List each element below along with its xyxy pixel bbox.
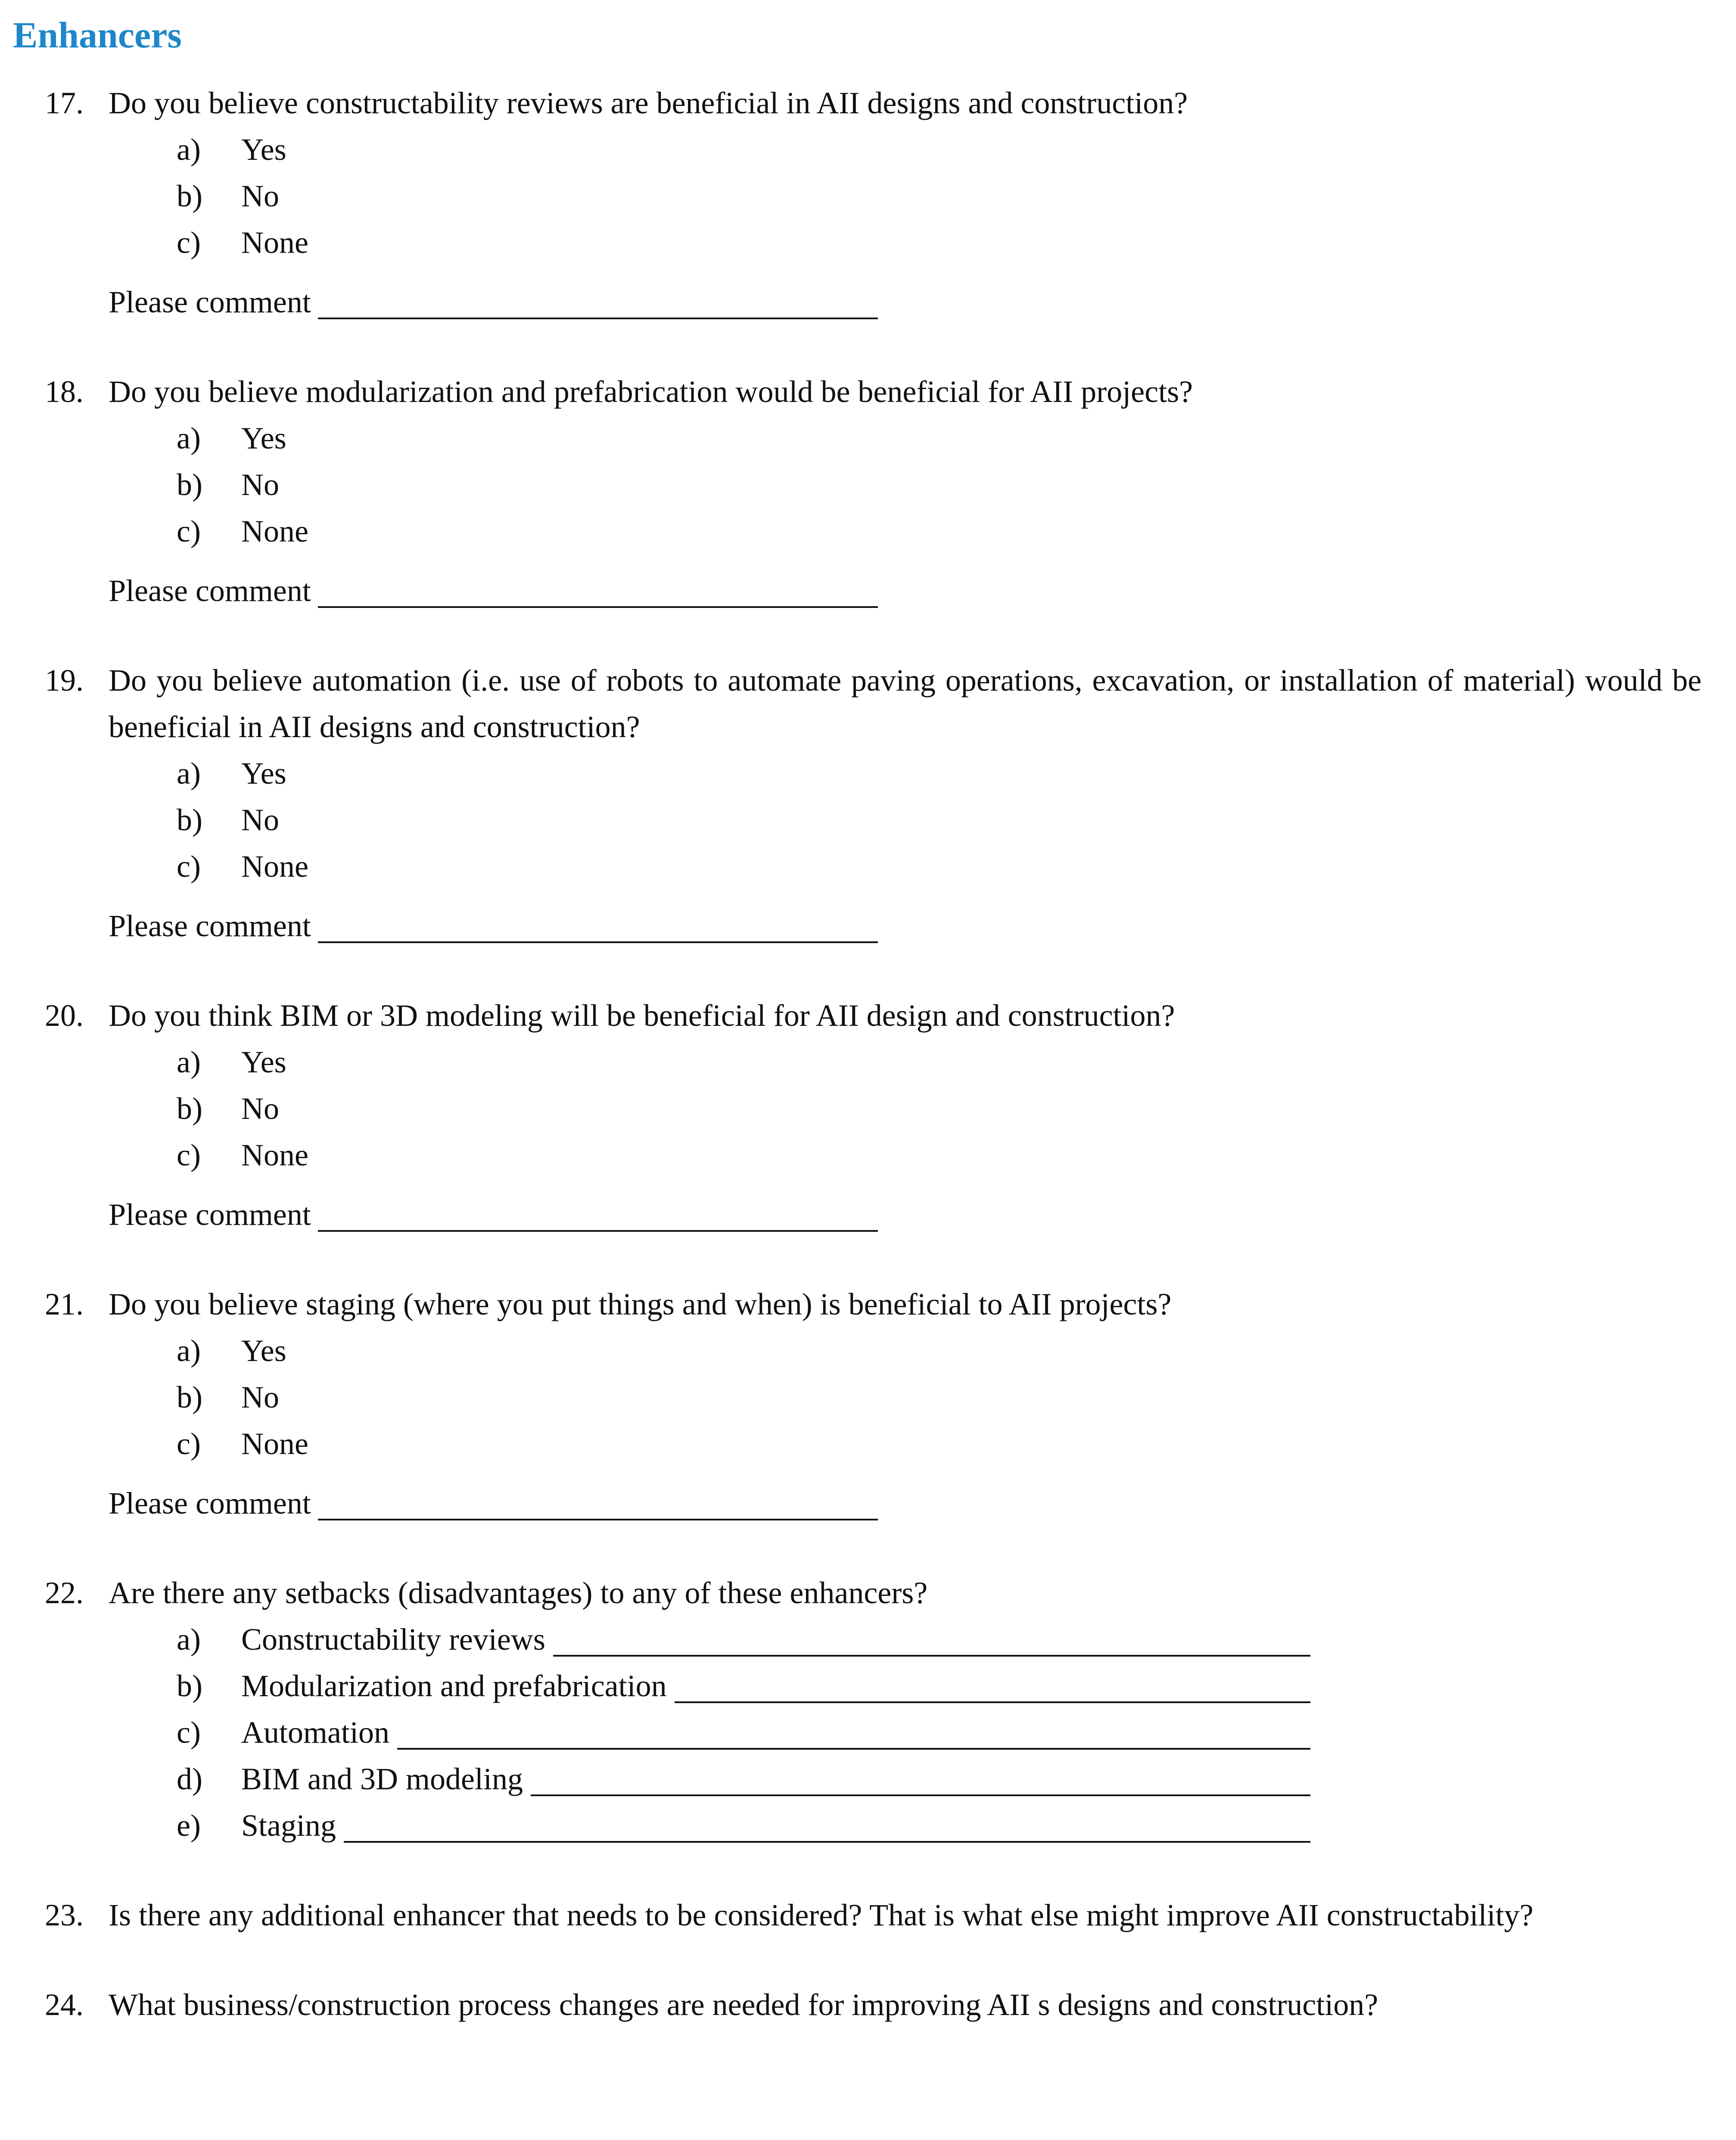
option-label: Modularization and prefabrication xyxy=(241,1669,667,1704)
question-body xyxy=(109,368,1702,614)
option-letter: b) xyxy=(177,467,202,502)
question-text: Do you believe constructability reviews are beneficial in AII designs and construction? xyxy=(109,86,1188,121)
question-number: 22. xyxy=(45,1576,84,1610)
setback-bim-3d-modeling xyxy=(109,1756,1310,1802)
question-body xyxy=(109,1892,1702,1938)
option-letter: c) xyxy=(177,1715,201,1750)
question-text: Do you believe modularization and prefabrication would be beneficial for AII projects? xyxy=(109,374,1193,409)
question-text: Are there any setbacks (disadvantages) to any of these enhancers? xyxy=(109,1576,928,1610)
option-none[interactable] xyxy=(109,1420,1702,1467)
question-body xyxy=(109,1981,1702,2028)
option-none[interactable] xyxy=(109,219,1702,266)
blank-line[interactable] xyxy=(397,1709,1310,1750)
option-label: No xyxy=(241,467,279,502)
option-none[interactable] xyxy=(109,1132,1702,1178)
question-number: 20. xyxy=(45,998,84,1033)
comment-blank-line[interactable] xyxy=(318,606,878,608)
question-17 xyxy=(45,80,1702,325)
comment-blank-line[interactable] xyxy=(318,941,878,943)
option-label: Yes xyxy=(241,756,286,791)
comment-row xyxy=(109,1191,1702,1238)
option-label: Yes xyxy=(241,1045,286,1080)
blank-line[interactable] xyxy=(344,1802,1310,1843)
question-body xyxy=(109,657,1702,949)
option-label: No xyxy=(241,803,279,838)
question-number: 19. xyxy=(45,663,84,698)
setback-modularization-prefabrication xyxy=(109,1663,1310,1709)
question-text: Do you think BIM or 3D modeling will be beneficial for AII design and construction? xyxy=(109,998,1175,1033)
question-text: Do you believe automation (i.e. use of robots to automate paving operations, excavation, or installation of material) would be beneficial in AII designs and construction? xyxy=(109,663,1702,744)
comment-label: Please comment xyxy=(109,1197,311,1232)
option-label: Yes xyxy=(241,132,286,167)
option-none[interactable] xyxy=(109,843,1702,890)
question-list xyxy=(45,80,1702,2028)
question-body xyxy=(109,1570,1702,1849)
option-label: None xyxy=(241,1427,308,1461)
question-number: 18. xyxy=(45,374,84,409)
setback-automation xyxy=(109,1709,1310,1756)
option-letter: a) xyxy=(177,1622,201,1657)
comment-row xyxy=(109,1480,1702,1526)
blank-line[interactable] xyxy=(531,1756,1310,1796)
option-letter: c) xyxy=(177,514,201,549)
question-23 xyxy=(45,1892,1702,1938)
question-24 xyxy=(45,1981,1702,2028)
option-label: None xyxy=(241,1138,308,1173)
question-body xyxy=(109,80,1702,325)
option-yes[interactable] xyxy=(109,750,1702,797)
question-text: Is there any additional enhancer that needs to be considered? That is what else might improve AII constructability? xyxy=(109,1898,1534,1933)
section-heading: Enhancers xyxy=(13,14,182,56)
option-letter: a) xyxy=(177,132,201,167)
comment-blank-line[interactable] xyxy=(318,318,878,319)
option-letter: c) xyxy=(177,849,201,884)
comment-label: Please comment xyxy=(109,1486,311,1521)
option-label: Automation xyxy=(241,1715,389,1750)
option-label: BIM and 3D modeling xyxy=(241,1762,523,1797)
option-none[interactable] xyxy=(109,508,1702,554)
option-letter: c) xyxy=(177,1427,201,1461)
option-label: Staging xyxy=(241,1808,336,1843)
option-yes[interactable] xyxy=(109,415,1702,461)
question-number: 23. xyxy=(45,1898,84,1933)
option-label: No xyxy=(241,1091,279,1126)
comment-blank-line[interactable] xyxy=(318,1519,878,1520)
option-letter: b) xyxy=(177,1669,202,1704)
option-label: None xyxy=(241,514,308,549)
question-text: What business/construction process changes are needed for improving AII s designs and construction? xyxy=(109,1987,1378,2022)
option-yes[interactable] xyxy=(109,1327,1702,1374)
question-18 xyxy=(45,368,1702,614)
option-label: None xyxy=(241,225,308,260)
comment-row xyxy=(109,903,1702,949)
question-text: Do you believe staging (where you put things and when) is beneficial to AII projects? xyxy=(109,1287,1172,1322)
question-body xyxy=(109,1281,1702,1526)
option-letter: b) xyxy=(177,1091,202,1126)
option-no[interactable] xyxy=(109,173,1702,219)
comment-label: Please comment xyxy=(109,573,311,608)
comment-blank-line[interactable] xyxy=(318,1230,878,1232)
setback-staging xyxy=(109,1802,1310,1849)
blank-line[interactable] xyxy=(553,1616,1310,1657)
option-letter: d) xyxy=(177,1762,202,1797)
option-yes[interactable] xyxy=(109,126,1702,173)
option-label: None xyxy=(241,849,308,884)
option-letter: c) xyxy=(177,225,201,260)
option-letter: e) xyxy=(177,1808,201,1843)
option-label: Yes xyxy=(241,421,286,456)
option-letter: a) xyxy=(177,756,201,791)
option-yes[interactable] xyxy=(109,1039,1702,1085)
option-letter: a) xyxy=(177,421,201,456)
option-letter: b) xyxy=(177,1380,202,1415)
option-label: Constructability reviews xyxy=(241,1622,545,1657)
question-22 xyxy=(45,1570,1702,1849)
comment-row xyxy=(109,567,1702,614)
comment-row xyxy=(109,279,1702,325)
option-label: Yes xyxy=(241,1333,286,1368)
comment-label: Please comment xyxy=(109,285,311,320)
comment-label: Please comment xyxy=(109,909,311,944)
question-number: 21. xyxy=(45,1287,84,1322)
blank-line[interactable] xyxy=(675,1663,1310,1703)
option-letter: c) xyxy=(177,1138,201,1173)
question-number: 17. xyxy=(45,86,84,121)
question-body xyxy=(109,992,1702,1238)
option-letter: a) xyxy=(177,1333,201,1368)
option-no[interactable] xyxy=(109,461,1702,508)
option-letter: a) xyxy=(177,1045,201,1080)
option-label: No xyxy=(241,179,279,214)
option-no[interactable] xyxy=(109,1085,1702,1132)
option-letter: b) xyxy=(177,179,202,214)
setback-constructability-reviews xyxy=(109,1616,1310,1663)
option-no[interactable] xyxy=(109,1374,1702,1420)
option-no[interactable] xyxy=(109,797,1702,843)
option-letter: b) xyxy=(177,803,202,838)
question-21 xyxy=(45,1281,1702,1526)
question-20 xyxy=(45,992,1702,1238)
question-19 xyxy=(45,657,1702,949)
option-label: No xyxy=(241,1380,279,1415)
question-number: 24. xyxy=(45,1987,84,2022)
